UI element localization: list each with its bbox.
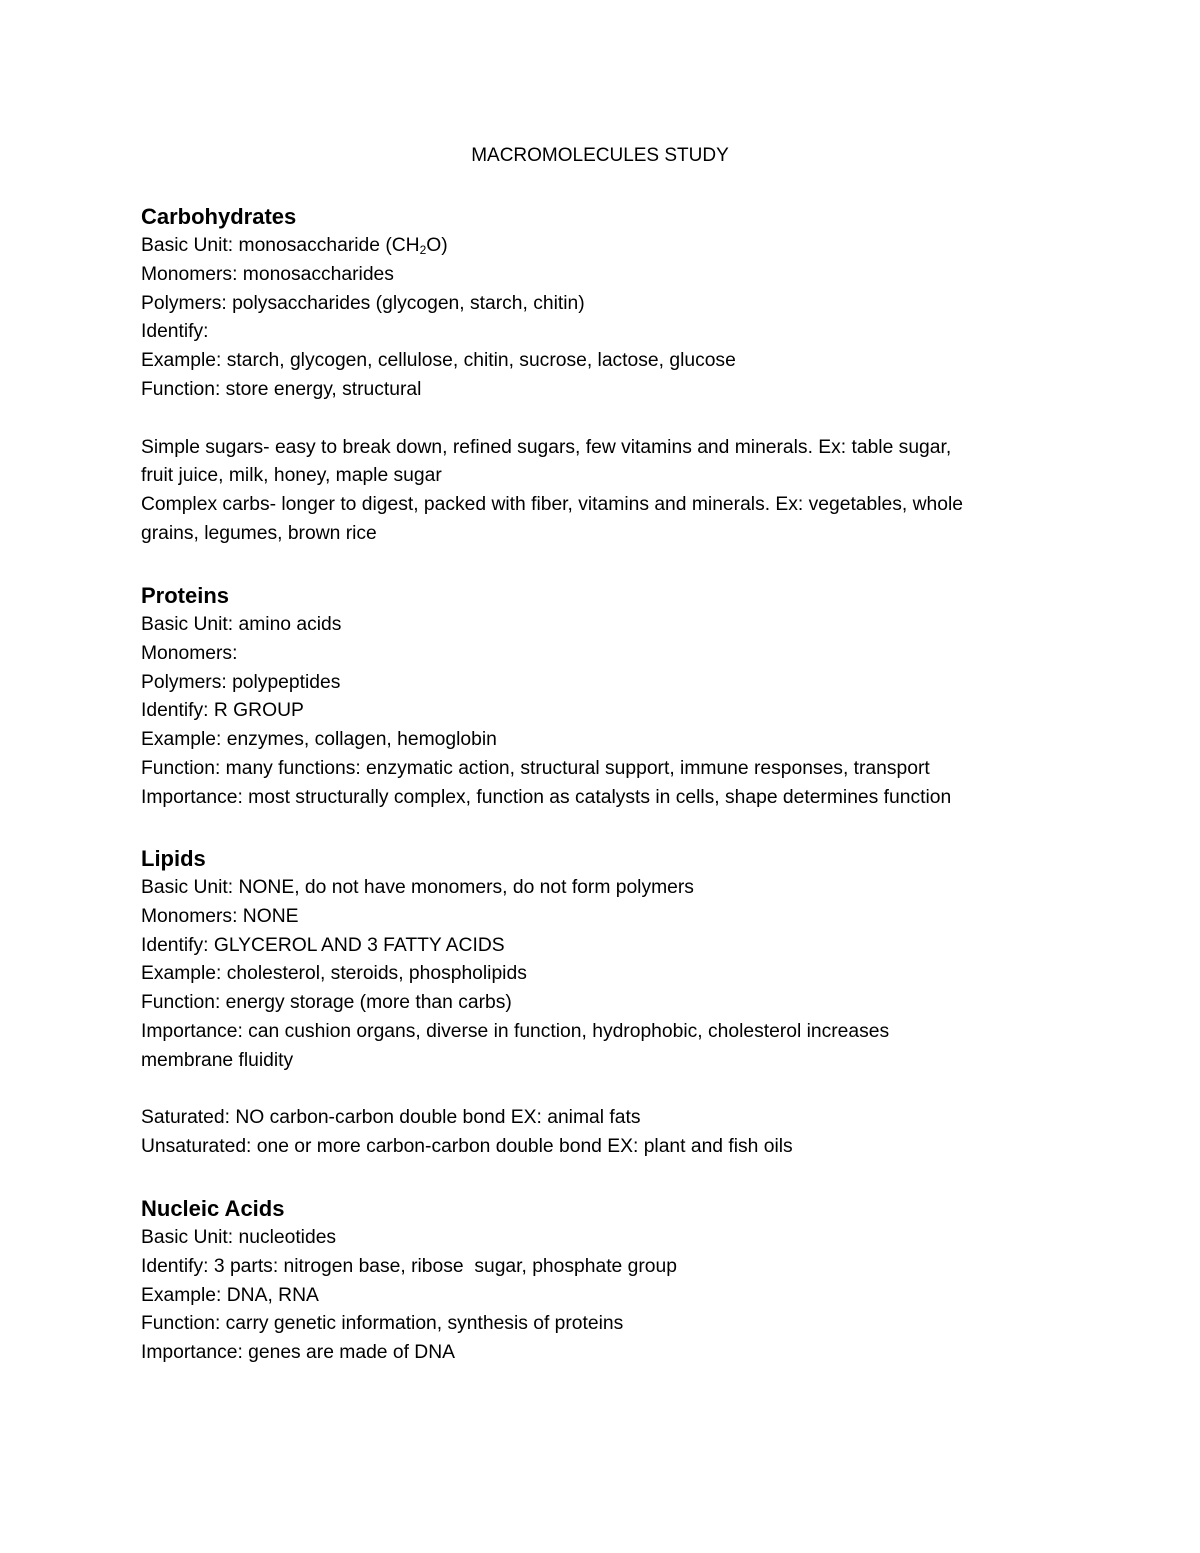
- importance-line: Importance: can cushion organs, diverse in function, hydrophobic, cholesterol increases: [141, 1020, 890, 1042]
- basic-unit-line: Basic Unit: amino acids: [141, 614, 342, 635]
- simple-sugars-line: Simple sugars- easy to break down, refined sugars, few vitamins and minerals. Ex: table sugar,: [141, 436, 952, 458]
- complex-carbs-line-2: grains, legumes, brown rice: [141, 522, 377, 544]
- section-heading: Lipids: [141, 846, 206, 871]
- example-line: Example: enzymes, collagen, hemoglobin: [141, 729, 497, 751]
- identify-line: Identify: GLYCEROL AND 3 FATTY ACIDS: [141, 934, 505, 956]
- section-lipids: [141, 844, 1071, 1162]
- example-line: Example: starch, glycogen, cellulose, chitin, sucrose, lactose, glucose: [141, 350, 736, 372]
- simple-sugars-line-2: fruit juice, milk, honey, maple sugar: [141, 465, 442, 487]
- basic-unit-line: Basic Unit: nucleotides: [141, 1227, 337, 1248]
- identify-line: Identify: R GROUP: [141, 700, 304, 722]
- basic-unit-line: [141, 232, 1071, 261]
- spacer: [141, 1076, 1071, 1105]
- section-carbohydrates: [141, 202, 1071, 549]
- section-heading: Nucleic Acids: [141, 1196, 285, 1221]
- section-heading: Proteins: [141, 583, 230, 608]
- example-line: Example: cholesterol, steroids, phospholipids: [141, 963, 527, 985]
- unsaturated-line: Unsaturated: one or more carbon-carbon double bond EX: plant and fish oils: [141, 1136, 793, 1158]
- function-line: Function: energy storage (more than carbs): [141, 992, 512, 1014]
- section-nucleic-acids: [141, 1194, 1071, 1368]
- polymers-line: Polymers: polysaccharides (glycogen, starch, chitin): [141, 292, 585, 314]
- function-line: Function: many functions: enzymatic action, structural support, immune responses, transport: [141, 757, 930, 779]
- subscript: 2: [419, 243, 427, 257]
- monomers-line: Monomers: NONE: [141, 905, 299, 927]
- section-heading: Carbohydrates: [141, 204, 297, 229]
- example-line: Example: DNA, RNA: [141, 1284, 319, 1306]
- identify-line: Identify:: [141, 321, 209, 343]
- function-line: Function: store energy, structural: [141, 378, 422, 400]
- basic-unit-suffix: O): [426, 235, 448, 256]
- document-title: MACROMOLECULES STUDY: [471, 145, 729, 166]
- importance-line-2: membrane fluidity: [141, 1049, 294, 1071]
- polymers-line: Polymers: polypeptides: [141, 671, 341, 693]
- section-proteins: [141, 581, 1071, 813]
- function-line: Function: carry genetic information, synthesis of proteins: [141, 1313, 624, 1335]
- spacer: [141, 405, 1071, 434]
- basic-unit-line: Basic Unit: NONE, do not have monomers, do not form polymers: [141, 877, 694, 898]
- monomers-line: Monomers:: [141, 642, 238, 664]
- importance-line: Importance: most structurally complex, function as catalysts in cells, shape determines function: [141, 786, 952, 808]
- monomers-line: Monomers: monosaccharides: [141, 263, 394, 285]
- complex-carbs-line: Complex carbs- longer to digest, packed with fiber, vitamins and minerals. Ex: vegetables, whole: [141, 494, 963, 516]
- identify-line: Identify: 3 parts: nitrogen base, ribose sugar, phosphate group: [141, 1255, 677, 1277]
- basic-unit-text: Basic Unit: monosaccharide (CH: [141, 235, 420, 256]
- saturated-line: Saturated: NO carbon-carbon double bond EX: animal fats: [141, 1107, 641, 1129]
- importance-line: Importance: genes are made of DNA: [141, 1342, 456, 1364]
